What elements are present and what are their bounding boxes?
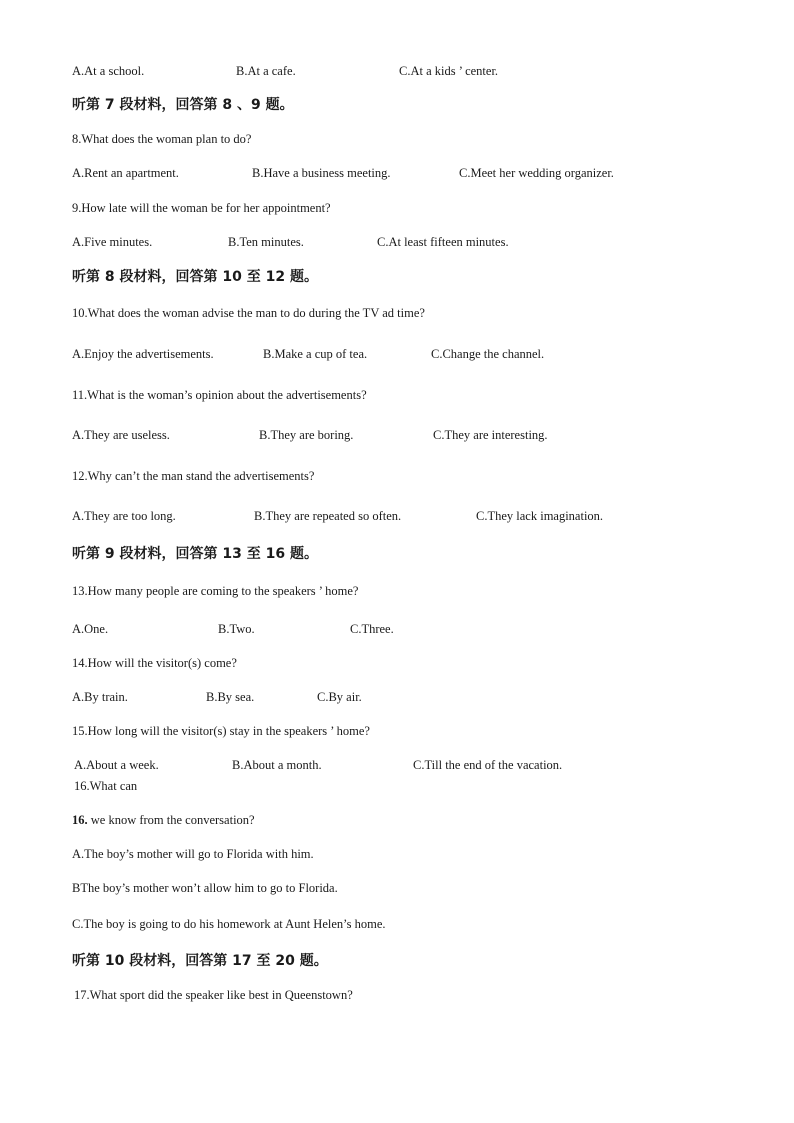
option-b: B.By sea.	[206, 690, 255, 704]
option-c: C.Till the end of the vacation.	[413, 758, 563, 772]
question-text: 8.What does the woman plan to do?	[72, 132, 252, 146]
question-text	[72, 812, 255, 828]
question-fragment: 16.What can	[74, 779, 138, 793]
question-text: 15.How long will the visitor(s) stay in the speakers ’ home?	[72, 724, 370, 738]
option-a: A.They are too long.	[72, 509, 176, 523]
option-b: B.At a cafe.	[236, 64, 296, 78]
option-a: A.One.	[72, 622, 109, 636]
option-b: B.About a month.	[232, 758, 322, 772]
section-heading: 听第 7 段材料，回答第 8 、9 题。	[72, 97, 294, 113]
option-a: A.By train.	[72, 690, 128, 704]
option-a: A.Enjoy the advertisements.	[72, 347, 214, 361]
option-b: B.Two.	[218, 622, 255, 636]
option-b: B.They are boring.	[259, 428, 354, 442]
option-b: BThe boy’s mother won’t allow him to go to Florida.	[72, 881, 338, 895]
option-a: A.The boy’s mother will go to Florida with him.	[72, 847, 314, 861]
option-b: B.They are repeated so often.	[254, 509, 402, 523]
option-c: C.At a kids ’ center.	[399, 64, 499, 78]
option-b: B.Have a business meeting.	[252, 166, 391, 180]
question-text: 12.Why can’t the man stand the advertisements?	[72, 469, 315, 483]
question-text: 17.What sport did the speaker like best in Queenstown?	[74, 988, 353, 1002]
question-text: 10.What does the woman advise the man to do during the TV ad time?	[72, 306, 425, 320]
option-c: C.They lack imagination.	[476, 509, 604, 523]
option-b: B.Make a cup of tea.	[263, 347, 368, 361]
question-rest: we know from the conversation?	[87, 813, 255, 827]
option-b: B.Ten minutes.	[228, 235, 304, 249]
section-heading: 听第 8 段材料，回答第 10 至 12 题。	[72, 269, 318, 285]
question-text: 9.How late will the woman be for her appointment?	[72, 201, 331, 215]
question-text: 14.How will the visitor(s) come?	[72, 656, 237, 670]
option-c: C.The boy is going to do his homework at Aunt Helen’s home.	[72, 917, 386, 931]
option-a: A.They are useless.	[72, 428, 170, 442]
option-c: C.They are interesting.	[433, 428, 548, 442]
option-a: A.Five minutes.	[72, 235, 153, 249]
option-c: C.Meet her wedding organizer.	[459, 166, 614, 180]
question-text: 13.How many people are coming to the speakers ’ home?	[72, 584, 359, 598]
option-c: C.By air.	[317, 690, 362, 704]
section-heading: 听第 10 段材料，回答第 17 至 20 题。	[72, 953, 328, 969]
question-number: 16.	[72, 813, 88, 827]
option-c: C.At least fifteen minutes.	[377, 235, 509, 249]
option-a: A.About a week.	[74, 758, 159, 772]
option-a: A.At a school.	[72, 64, 145, 78]
question-text: 11.What is the woman’s opinion about the advertisements?	[72, 388, 367, 402]
option-c: C.Change the channel.	[431, 347, 545, 361]
option-a: A.Rent an apartment.	[72, 166, 179, 180]
option-c: C.Three.	[350, 622, 394, 636]
section-heading: 听第 9 段材料，回答第 13 至 16 题。	[72, 546, 318, 562]
